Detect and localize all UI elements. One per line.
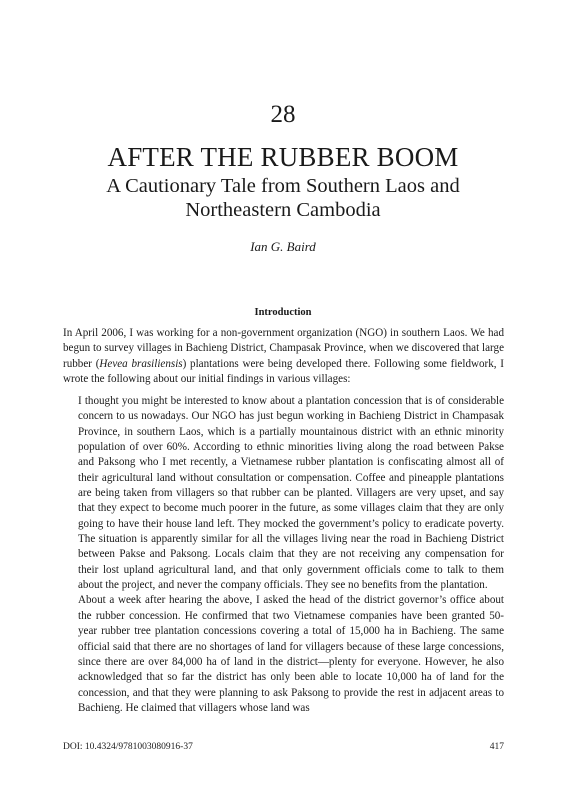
page-number: 417	[489, 742, 504, 752]
block-quote	[78, 394, 504, 716]
intro-paragraph	[63, 326, 504, 388]
author-name: Ian G. Baird	[250, 239, 316, 254]
chapter-subtitle: A Cautionary Tale from Southern Laos and Northeastern Cambodia	[106, 175, 460, 221]
species-name: Hevea brasiliensis	[99, 357, 183, 370]
quote-paragraph-2: About a week after hearing the above, I asked the head of the district governor’s office about the rubber concession. He confirmed that two Vietnamese companies have been granted 50-year rubber tree plantation concessions covering a total of 15,000 ha in Bachieng. The same official said that there are no shortages of land for villagers because of these large concessions, since there are over 84,000 ha of land in the district—plenty for everyone. However, he also acknowledged that so far the district has only been able to locate 10,000 ha of land for the concession, and that they were planning to ask Paksong to provide the rest in adjacent areas to Bachieng. He claimed that villagers whose land was	[78, 594, 504, 714]
chapter-number: 28	[270, 101, 296, 128]
quote-paragraph-1: I thought you might be interested to know about a plantation concession that is of considerable concern to us nowadays. Our NGO has just begun working in Bachieng District in Champasak Province, in southern Laos, which is a partially mountainous district with an ethnic minority population of over 60%. According to ethnic minorities living along the road between Pakse and Paksong who I met recently, a Vietnamese rubber plantation is confiscating almost all of their agricultural land without consultation or compensation. Coffee and pineapple plantations are being taken from villagers so that rubber can be planted. Villagers are very upset, and say that they expect to become much poorer in the future, as some villages claim that they are only going to have their house land left. They mocked the government’s policy to eradicate poverty. The situation is apparently similar for all the villages living near the road in Bachieng District between Pakse and Paksong. Locals claim that they are not receiving any compensation for their lost upland agricultural land, and that only government officials come to talk to them about the project, and never the company officials. They see no benefits from the plantation.	[78, 395, 504, 592]
footer-doi: DOI: 10.4324/9781003080916-37	[63, 742, 193, 752]
section-heading: Introduction	[254, 307, 312, 318]
intro-text-part2: ) plantations were being developed there. Following some fieldwork, I wrote the following about our initial findings in various villages:	[63, 357, 504, 386]
chapter-title: AFTER THE RUBBER BOOM	[107, 142, 459, 172]
intro-text-part1: In April 2006, I was working for a non-government organization (NGO) in southern Laos. We had begun to survey villages in Bachieng District, Champasak Province, when we discovered that large rubber (	[63, 327, 504, 370]
